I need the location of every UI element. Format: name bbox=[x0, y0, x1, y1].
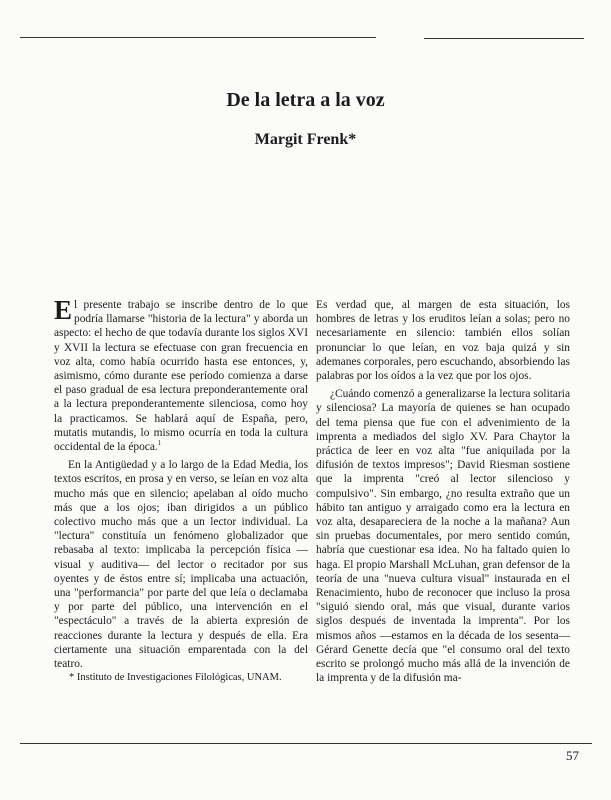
article-author: Margit Frenk* bbox=[254, 131, 357, 148]
bottom-rule bbox=[20, 743, 592, 744]
paragraph-text: l presente trabajo se inscribe dentro de lo que podría llamarse "historia de la lectura" y aborda un aspecto: el hecho de que todavía durante los siglos XVI y XVII la lectura se efectuase con gran frecuencia en voz alta, como había ocurrido hasta ese entonces, y, asimismo, cómo durante ese período comienza a darse el paso gradual de esa lectura preponderantemente oral a la lectura preponderantemente silenciosa, como hoy la practicamos. Se hablará aquí de España, pero, mutatis mutandis, lo mismo ocurría en toda la cultura occidental de la época. bbox=[54, 299, 308, 454]
top-rule-right bbox=[424, 38, 584, 39]
footnote-ref: 1 bbox=[157, 439, 162, 448]
paragraph: ¿Cuándo comenzó a generalizarse la lectura solitaria y silenciosa? La mayoría de quienes se han ocupado del tema piensa que fue con el advenimiento de la imprenta a mediados del siglo XV. Para Chaytor la práctica de leer en voz alta "fue aniquilada por la difusión de textos impresos"; David Riesman sostiene que la imprenta "creó al lector silencioso y compulsivo". Sin embargo, ¿no resulta extraño que un hábito tan antiguo y arraigado como era la lectura en voz alta, desapareciera de la noche a la mañana? Aun sin pruebas documentales, por mero sentido común, habría que cuestionar esa idea. No ha faltado quien lo haga. El propio Marshall McLuhan, gran defensor de la teoría de una "nueva cultura visual" instaurada en el Renacimiento, hubo de reconocer que incluso la prosa "siguió siendo oral, más que visual, durante varios siglos después de inventada la imprenta". Por los mismos años —estamos en la década de los sesenta— Gérard Genette decía que "el consumo oral del texto escrito se prolongó mucho más allá de la invención de la imprenta y de la difusión ma- bbox=[316, 388, 570, 685]
page-number: 57 bbox=[566, 748, 579, 763]
paragraph: Es verdad que, al margen de esta situación, los hombres de letras y los eruditos leían a solas; pero no necesariamente en silencio: también ellos solían pronunciar lo que leían, en voz baja quizá y sin ademanes corporales, pero escuchando, absorbiendo las palabras por los oídos a la vez que por los ojos. bbox=[316, 299, 570, 383]
paragraph bbox=[54, 295, 308, 454]
article-title: De la letra a la voz bbox=[226, 89, 385, 111]
left-column bbox=[54, 295, 308, 671]
drop-cap: E bbox=[54, 295, 73, 325]
footnote: * Instituto de Investigaciones Filológicas, UNAM. bbox=[69, 672, 282, 683]
right-column bbox=[316, 298, 570, 685]
top-rule-left bbox=[20, 37, 376, 38]
paragraph: En la Antigüedad y a lo largo de la Edad Media, los textos escritos, en prosa y en verso, se leían en voz alta mucho más que en silencio; apelaban al oído mucho más que a los ojos; iban dirigidos a un público colectivo mucho más que a un lector individual. La "lectura" constituía un fenómeno globalizador que rebasaba al texto: implicaba la percepción física —visual y auditiva— del lector o recitador por sus oyentes y de éstos entre sí; implicaba una actuación, una "performancia" por parte del que leía o declamaba y por parte del público, una intervención en el "espectáculo" a través de la abierta expresión de reacciones durante la lectura y después de ella. Era ciertamente una situación emparentada con la del teatro. bbox=[54, 459, 308, 671]
